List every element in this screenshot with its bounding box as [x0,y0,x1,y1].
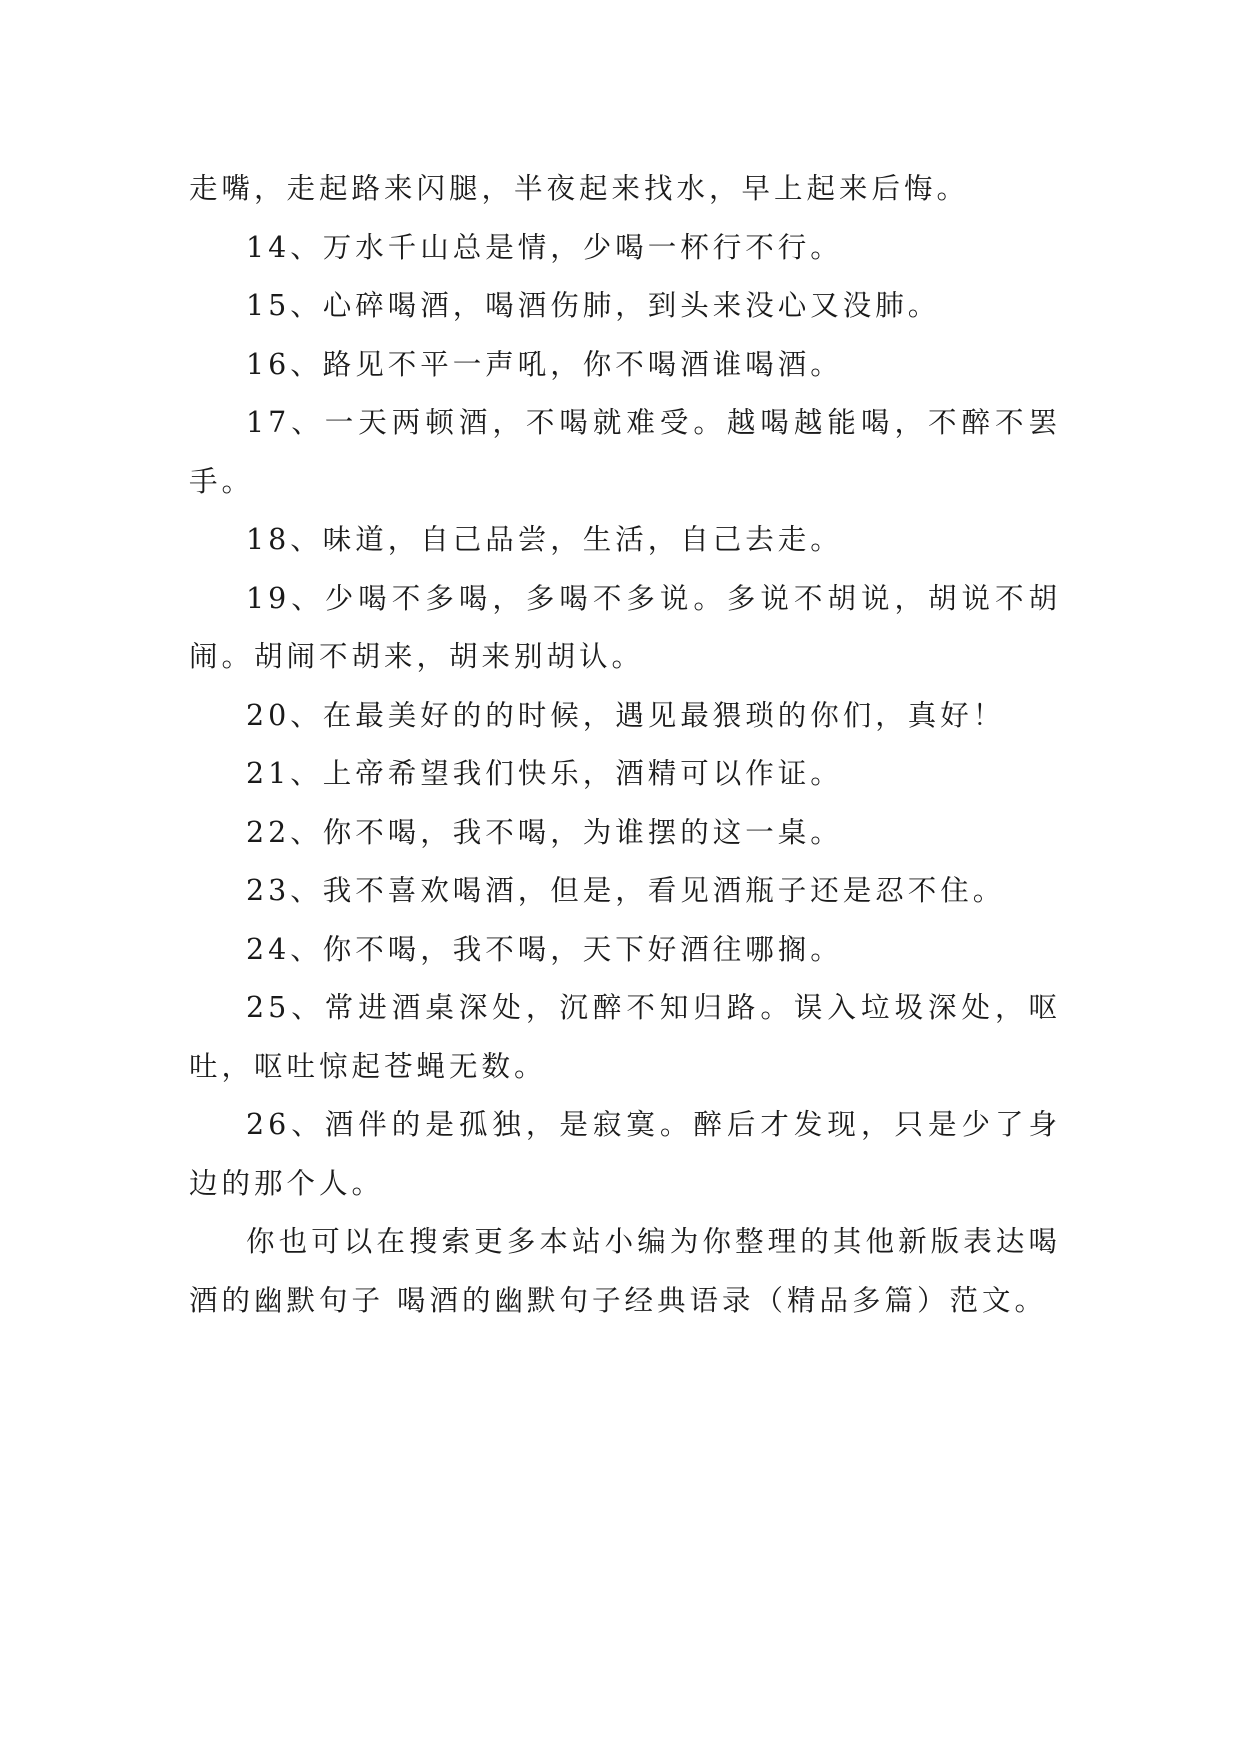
document-body [189,160,1061,1330]
paragraph-item-25: 25、常进酒桌深处，沉醉不知归路。误入垃圾深处，呕吐，呕吐惊起苍蝇无数。 [189,991,1061,1083]
paragraph-item-26: 26、酒伴的是孤独，是寂寞。醉后才发现，只是少了身边的那个人。 [189,1108,1061,1200]
paragraph-item-17: 17、一天两顿酒，不喝就难受。越喝越能喝，不醉不罢手。 [189,406,1061,498]
paragraph-continuation: 走嘴，走起路来闪腿，半夜起来找水，早上起来后悔。 [189,172,970,205]
paragraph-item-22: 22、你不喝，我不喝，为谁摆的这一桌。 [246,815,843,849]
paragraph-item-16: 16、路见不平一声吼，你不喝酒谁喝酒。 [246,347,843,381]
paragraph-item-18: 18、味道，自己品尝，生活，自己去走。 [246,523,843,556]
paragraph-item-21: 21、上帝希望我们快乐，酒精可以作证。 [246,757,843,790]
paragraph-closing-note: 你也可以在搜索更多本站小编为你整理的其他新版表达喝酒的幽默句子 喝酒的幽默句子经典语录（精品多篇）范文。 [189,1225,1061,1317]
paragraph-item-24: 24、你不喝，我不喝，天下好酒往哪搁。 [246,932,843,966]
paragraph-item-14: 14、万水千山总是情，少喝一杯行不行。 [246,230,843,264]
paragraph-item-23: 23、我不喜欢喝酒，但是，看见酒瓶子还是忍不住。 [246,874,1006,907]
paragraph-item-15: 15、心碎喝酒，喝酒伤肺，到头来没心又没肺。 [246,289,941,322]
paragraph-item-19: 19、少喝不多喝，多喝不多说。多说不胡说，胡说不胡闹。胡闹不胡来，胡来别胡认。 [189,581,1061,673]
paragraph-item-20: 20、在最美好的的时候，遇见最猥琐的你们，真好！ [246,698,1006,732]
